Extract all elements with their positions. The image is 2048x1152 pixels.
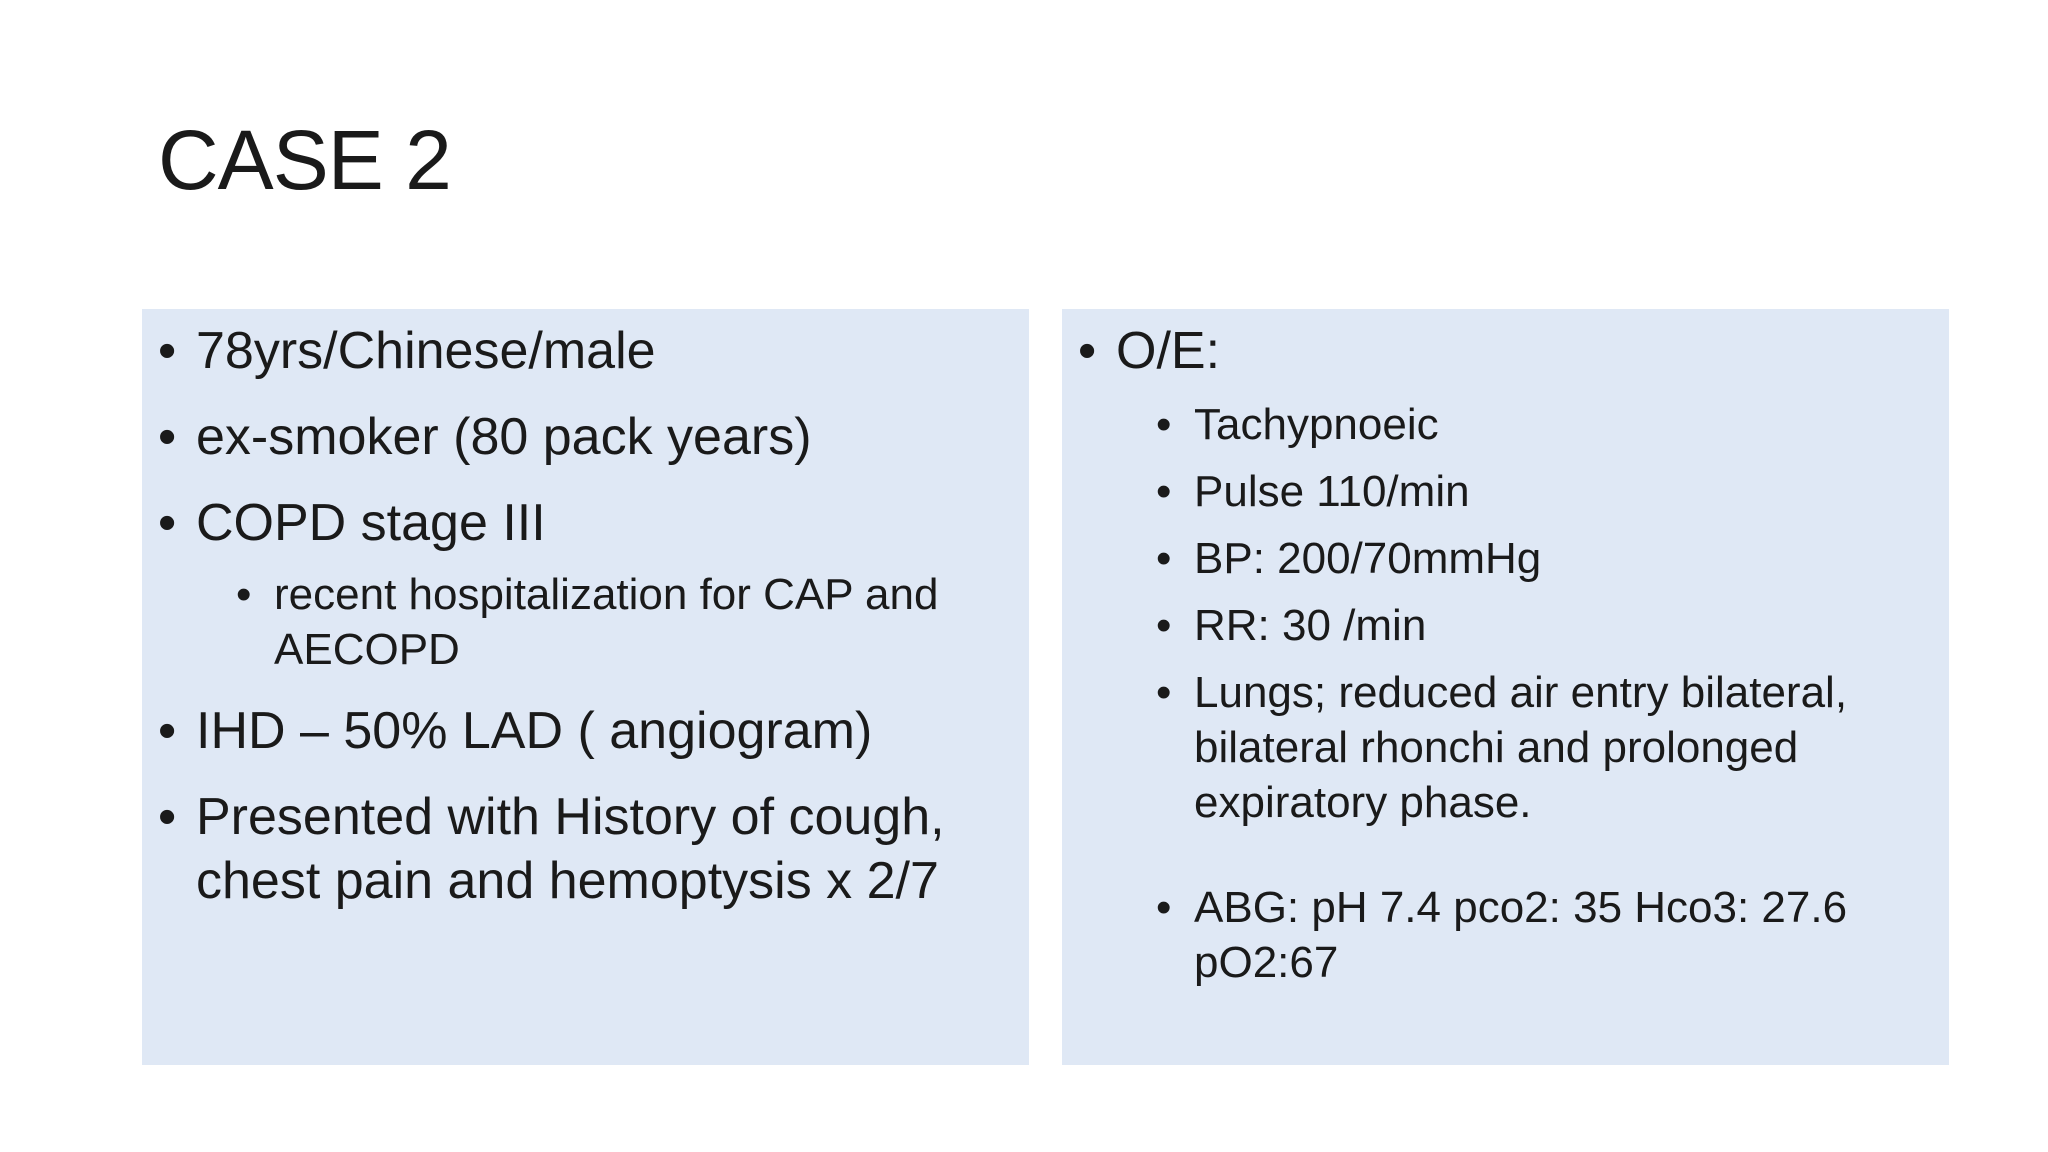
sub-list-item-text: RR: 30 /min [1194, 601, 1427, 650]
sub-list-item-text: Pulse 110/min [1194, 467, 1470, 516]
bullet-icon: • [1078, 322, 1097, 380]
slide-title: CASE 2 [158, 113, 451, 207]
sub-list-item-text: ABG: pH 7.4 pco2: 35 Hco3: 27.6 pO2:67 [1194, 883, 1848, 987]
bullet-icon: • [1156, 534, 1172, 583]
sub-list-item [1156, 665, 1949, 830]
bullet-icon: • [158, 408, 177, 466]
examination-heading: O/E: [1116, 322, 1221, 380]
list-item-text: Presented with History of cough, chest pain and hemoptysis x 2/7 [196, 788, 945, 910]
bullet-icon: • [236, 570, 252, 619]
list-item-text: 78yrs/Chinese/male [196, 322, 656, 380]
copd-sub-list [196, 567, 1029, 677]
list-item [1078, 319, 1949, 990]
sub-list-item [1156, 598, 1949, 653]
list-item-text: ex-smoker (80 pack years) [196, 408, 812, 466]
bullet-icon: • [1156, 400, 1172, 449]
bullet-icon: • [158, 702, 177, 760]
sub-list-item [236, 567, 1029, 677]
list-item [158, 785, 1029, 913]
bullet-icon: • [1156, 883, 1172, 932]
bullet-icon: • [1156, 601, 1172, 650]
list-item [158, 319, 1029, 383]
bullet-icon: • [158, 322, 177, 380]
left-bullet-list [158, 319, 1029, 913]
list-item [158, 491, 1029, 677]
sub-list-item [1156, 531, 1949, 586]
sub-list-item [1156, 397, 1949, 452]
sub-list-item-text: BP: 200/70mmHg [1194, 534, 1542, 583]
bullet-icon: • [158, 494, 177, 552]
examination-sub-list [1116, 397, 1949, 990]
left-content-panel [142, 309, 1029, 1065]
sub-list-item [1156, 464, 1949, 519]
right-bullet-list [1078, 319, 1949, 990]
sub-list-item-text: recent hospitalization for CAP and AECOPD [274, 570, 939, 674]
sub-list-item-text: Lungs; reduced air entry bilateral, bilateral rhonchi and prolonged expiratory phase. [1194, 668, 1848, 827]
bullet-icon: • [158, 788, 177, 846]
list-item-text: COPD stage III [196, 494, 546, 552]
sub-list-item [1156, 880, 1949, 990]
bullet-icon: • [1156, 467, 1172, 516]
list-item-text: IHD – 50% LAD ( angiogram) [196, 702, 873, 760]
sub-list-item-text: Tachypnoeic [1194, 400, 1439, 449]
right-content-panel [1062, 309, 1949, 1065]
bullet-icon: • [1156, 668, 1172, 717]
list-item [158, 699, 1029, 763]
list-item [158, 405, 1029, 469]
